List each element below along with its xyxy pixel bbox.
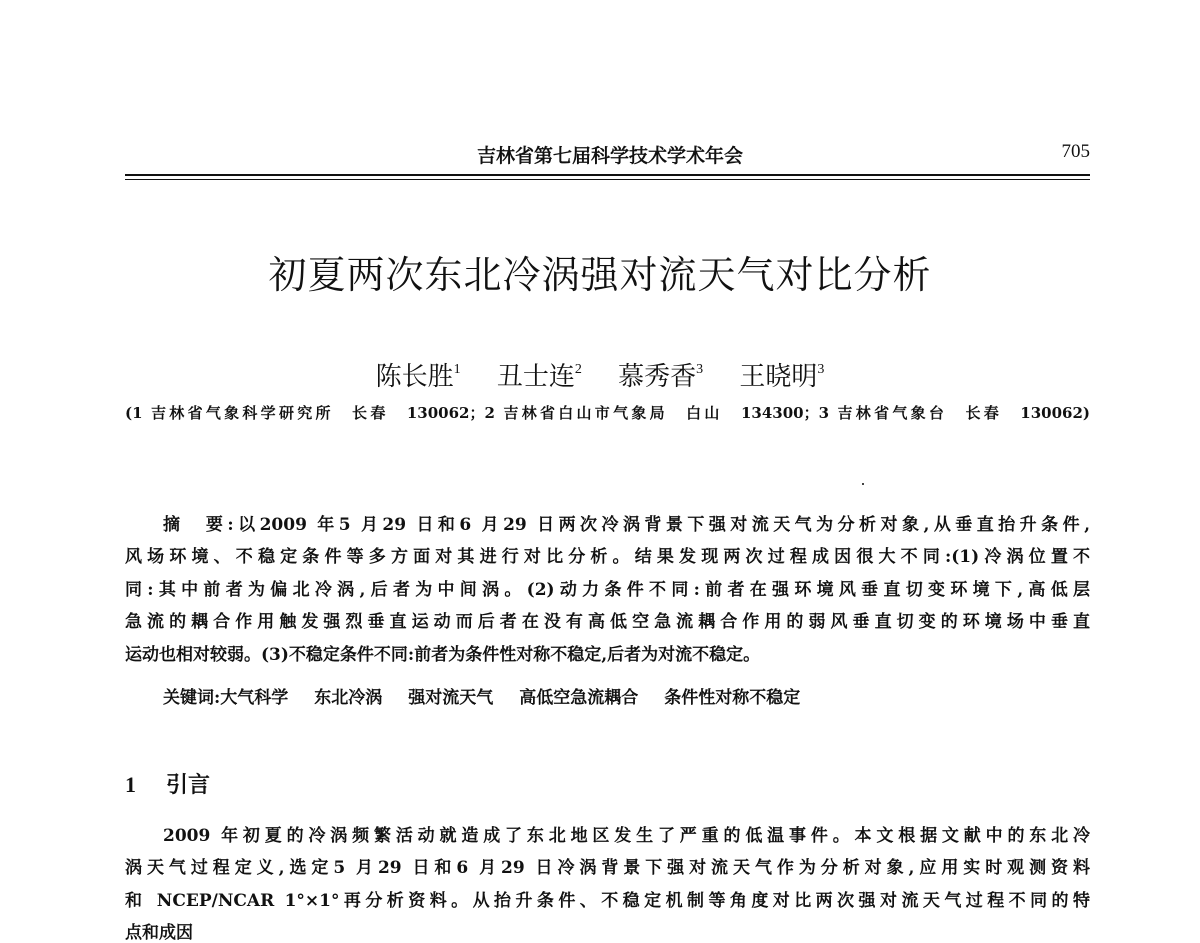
author-name: 慕秀香 — [618, 362, 697, 392]
author-affil-mark: 3 — [696, 362, 704, 377]
author — [376, 362, 461, 392]
abstract-line: 风场环境、不稳定条件等多方面对其进行对比分析。结果发现两次过程成因很大不同:(1)冷涡位置不 — [125, 547, 1090, 567]
keyword: 条件性对称不稳定 — [664, 688, 801, 708]
author — [618, 362, 703, 392]
section-heading — [125, 768, 210, 799]
author-affil-mark: 1 — [453, 362, 461, 377]
author — [497, 362, 582, 392]
author-name: 陈长胜 — [375, 362, 454, 392]
keyword: 大气科学 — [220, 688, 289, 708]
abstract-line — [163, 510, 1090, 535]
paper-title: 初夏两次东北冷涡强对流天气对比分析 — [268, 253, 932, 297]
abstract-line: 急流的耦合作用触发强烈垂直运动而后者在没有高低空急流耦合作用的弱风垂直切变的环境场中垂直 — [125, 612, 1090, 632]
scan-speck — [862, 483, 864, 485]
author-name: 丑士连 — [496, 362, 575, 392]
body-line: 2009 年初夏的冷涡频繁活动就造成了东北地区发生了严重的低温事件。本文根据文献中的东北冷 — [163, 826, 1090, 846]
keyword: 高低空急流耦合 — [519, 688, 639, 708]
keywords — [163, 683, 826, 708]
author-affil-mark: 3 — [817, 362, 825, 377]
body-line: 点和成因 — [125, 923, 193, 943]
section-title: 引言 — [166, 772, 211, 798]
abstract-line: 运动也相对较弱。(3)不稳定条件不同:前者为条件性对称不稳定,后者为对流不稳定。 — [125, 645, 761, 665]
section-number: 1 — [125, 772, 136, 797]
author — [739, 362, 824, 392]
header-rule — [125, 174, 1090, 176]
body-line: 和 NCEP/NCAR 1°×1°再分析资料。从抬升条件、不稳定机制等角度对比两次强对流天气过程不同的特 — [125, 891, 1090, 911]
abstract-text: 以2009 年5 月29 日和6 月29 日两次冷涡背景下强对流天气为分析对象,从垂直抬升条件, — [233, 515, 1090, 535]
author-affil-mark: 2 — [574, 362, 582, 377]
keywords-label: 关键词: — [163, 688, 221, 708]
affiliations: (1 吉林省气象科学研究所 长春 130062；2 吉林省白山市气象局 白山 134300；3 吉林省气象台 长春 130062) — [125, 404, 1090, 422]
abstract-line: 同:其中前者为偏北冷涡,后者为中间涡。(2)动力条件不同:前者在强环境风垂直切变环境下,高低层 — [125, 580, 1090, 600]
keyword: 东北冷涡 — [314, 688, 383, 708]
running-header: 吉林省第七届科学技术学术年会 — [476, 145, 743, 167]
abstract-label: 摘 要: — [163, 515, 234, 535]
header-rule-thin — [125, 179, 1090, 180]
keyword: 强对流天气 — [408, 688, 494, 708]
body-line: 涡天气过程定义,选定5 月29 日和6 月29 日冷涡背景下强对流天气作为分析对象,应用实时观测资料 — [125, 858, 1090, 878]
author-list — [0, 356, 1200, 393]
page-number: 705 — [1061, 141, 1090, 162]
author-name: 王晓明 — [739, 362, 818, 392]
